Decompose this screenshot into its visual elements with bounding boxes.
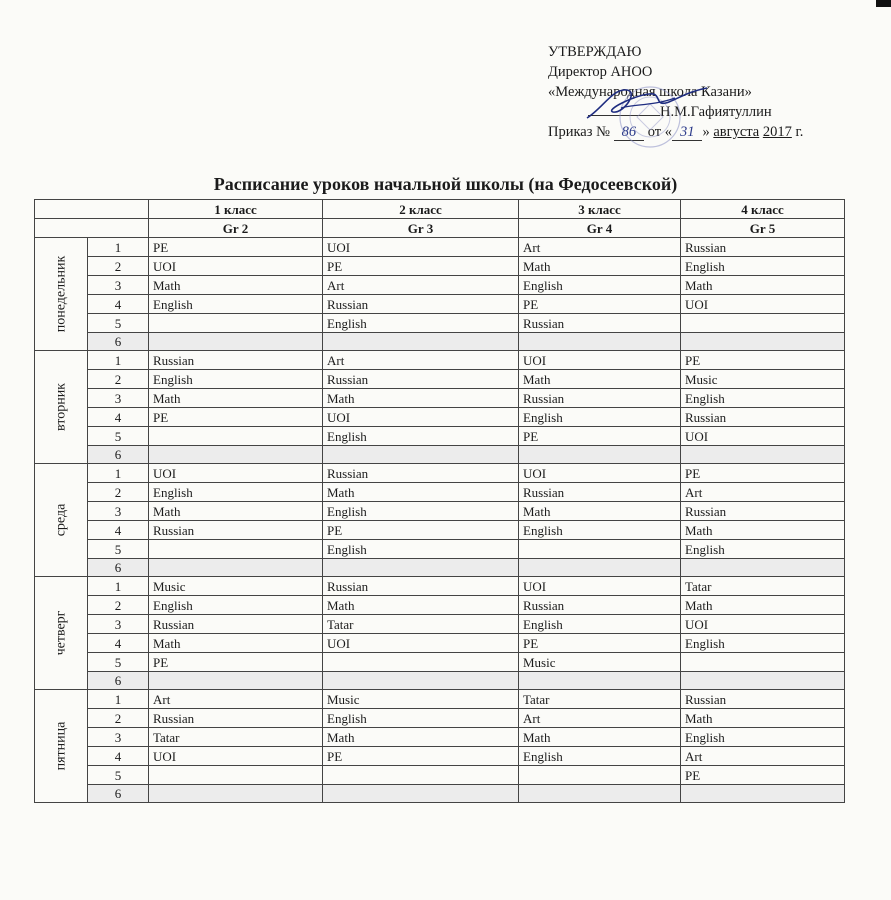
lesson-number: 6 <box>88 333 149 351</box>
subject-cell <box>149 446 323 464</box>
subject-cell: Math <box>323 483 519 502</box>
subject-cell: Art <box>681 483 845 502</box>
lesson-number: 3 <box>88 728 149 747</box>
subject-cell: UOI <box>323 238 519 257</box>
lesson-number: 5 <box>88 427 149 446</box>
subject-cell: Art <box>323 276 519 295</box>
subject-cell: English <box>149 370 323 389</box>
lesson-number: 2 <box>88 709 149 728</box>
subject-cell: PE <box>519 295 681 314</box>
lesson-number: 3 <box>88 389 149 408</box>
table-row <box>35 785 845 803</box>
subject-cell: Russian <box>149 615 323 634</box>
subject-cell <box>149 333 323 351</box>
subject-cell: UOI <box>149 257 323 276</box>
subject-cell: Math <box>681 709 845 728</box>
subject-cell: Art <box>519 238 681 257</box>
subject-cell <box>681 446 845 464</box>
header-corner-2 <box>35 219 149 238</box>
subject-cell: Math <box>519 728 681 747</box>
group-header: Gr 2 <box>149 219 323 238</box>
subject-cell: English <box>323 709 519 728</box>
day-cell <box>35 351 88 464</box>
table-row <box>35 728 845 747</box>
class-header: 4 класс <box>681 200 845 219</box>
schedule-table <box>34 199 845 803</box>
day-label: понедельник <box>53 255 69 333</box>
lesson-number: 1 <box>88 577 149 596</box>
subject-cell: PE <box>681 351 845 370</box>
table-row <box>35 615 845 634</box>
subject-cell <box>149 559 323 577</box>
subject-cell <box>519 766 681 785</box>
subject-cell: Russian <box>149 351 323 370</box>
day-cell <box>35 577 88 690</box>
subject-cell <box>519 559 681 577</box>
subject-cell <box>681 559 845 577</box>
lesson-number: 6 <box>88 672 149 690</box>
subject-cell: PE <box>323 521 519 540</box>
subject-cell: Math <box>519 502 681 521</box>
table-row <box>35 238 845 257</box>
class-header: 2 класс <box>323 200 519 219</box>
lesson-number: 4 <box>88 408 149 427</box>
subject-cell: Tatar <box>149 728 323 747</box>
table-row <box>35 370 845 389</box>
subject-cell <box>323 672 519 690</box>
day-cell <box>35 464 88 577</box>
subject-cell: Math <box>681 521 845 540</box>
subject-cell <box>323 766 519 785</box>
subject-cell: Math <box>323 728 519 747</box>
lesson-number: 4 <box>88 634 149 653</box>
subject-cell: Math <box>323 389 519 408</box>
header-corner <box>35 200 149 219</box>
subject-cell: Music <box>323 690 519 709</box>
subject-cell: UOI <box>519 351 681 370</box>
lesson-number: 4 <box>88 521 149 540</box>
subject-cell: Math <box>681 596 845 615</box>
table-row <box>35 502 845 521</box>
subject-cell <box>149 785 323 803</box>
subject-cell: English <box>681 728 845 747</box>
subject-cell: PE <box>519 634 681 653</box>
subject-cell: PE <box>323 747 519 766</box>
subject-cell: Russian <box>323 464 519 483</box>
subject-cell: UOI <box>323 634 519 653</box>
order-day-close: » <box>702 124 710 140</box>
lesson-number: 2 <box>88 370 149 389</box>
subject-cell: Art <box>681 747 845 766</box>
subject-cell: English <box>681 540 845 559</box>
table-row <box>35 446 845 464</box>
order-prefix: Приказ № <box>548 124 610 140</box>
day-label: среда <box>53 503 69 537</box>
lesson-number: 4 <box>88 747 149 766</box>
table-row <box>35 521 845 540</box>
scan-corner-mark <box>876 0 891 7</box>
subject-cell: Music <box>149 577 323 596</box>
group-header: Gr 5 <box>681 219 845 238</box>
table-row <box>35 314 845 333</box>
subject-cell: Russian <box>681 408 845 427</box>
lesson-number: 3 <box>88 276 149 295</box>
day-cell <box>35 690 88 803</box>
subject-cell: PE <box>681 464 845 483</box>
subject-cell <box>519 540 681 559</box>
lesson-number: 5 <box>88 766 149 785</box>
subject-cell: Math <box>149 502 323 521</box>
subject-cell: Russian <box>323 295 519 314</box>
subject-cell: Tatar <box>323 615 519 634</box>
table-row <box>35 351 845 370</box>
lesson-number: 5 <box>88 653 149 672</box>
subject-cell <box>323 446 519 464</box>
subject-cell: Tatar <box>681 577 845 596</box>
subject-cell <box>323 559 519 577</box>
subject-cell: English <box>519 521 681 540</box>
subject-cell <box>149 427 323 446</box>
table-row <box>35 653 845 672</box>
subject-cell: Tatar <box>519 690 681 709</box>
subject-cell <box>149 672 323 690</box>
approval-heading: УТВЕРЖДАЮ <box>548 44 642 60</box>
subject-cell <box>519 333 681 351</box>
lesson-number: 1 <box>88 238 149 257</box>
lesson-number: 6 <box>88 785 149 803</box>
subject-cell <box>323 785 519 803</box>
subject-cell: UOI <box>149 747 323 766</box>
subject-cell: UOI <box>519 464 681 483</box>
subject-cell <box>323 653 519 672</box>
table-row <box>35 408 845 427</box>
subject-cell: UOI <box>681 427 845 446</box>
table-row <box>35 333 845 351</box>
table-row <box>35 709 845 728</box>
subject-cell: Math <box>149 634 323 653</box>
subject-cell: English <box>323 314 519 333</box>
lesson-number: 1 <box>88 690 149 709</box>
subject-cell: Russian <box>681 502 845 521</box>
schedule-body <box>35 238 845 803</box>
subject-cell: English <box>519 276 681 295</box>
subject-cell: UOI <box>323 408 519 427</box>
subject-cell: English <box>323 427 519 446</box>
subject-cell: PE <box>149 408 323 427</box>
schedule-title: Расписание уроков начальной школы (на Федосеевской) <box>213 174 678 194</box>
subject-cell: Math <box>149 389 323 408</box>
subject-cell: UOI <box>519 577 681 596</box>
order-day: 31 <box>672 124 703 141</box>
subject-cell: English <box>149 295 323 314</box>
approval-position: Директор АНОО <box>548 64 653 80</box>
subject-cell: PE <box>519 427 681 446</box>
lesson-number: 2 <box>88 596 149 615</box>
subject-cell: Russian <box>519 483 681 502</box>
subject-cell: English <box>681 389 845 408</box>
class-header: 1 класс <box>149 200 323 219</box>
subject-cell: Russian <box>323 577 519 596</box>
subject-cell: Russian <box>519 314 681 333</box>
lesson-number: 5 <box>88 314 149 333</box>
subject-cell: English <box>149 483 323 502</box>
lesson-number: 5 <box>88 540 149 559</box>
table-row <box>35 483 845 502</box>
subject-cell: Russian <box>681 690 845 709</box>
day-label: пятница <box>53 721 69 771</box>
order-month: августа <box>713 124 760 140</box>
director-signature <box>583 78 713 128</box>
subject-cell: English <box>519 615 681 634</box>
lesson-number: 3 <box>88 502 149 521</box>
subject-cell: Russian <box>519 389 681 408</box>
subject-cell <box>519 446 681 464</box>
lesson-number: 1 <box>88 464 149 483</box>
subject-cell: Music <box>519 653 681 672</box>
subject-cell <box>323 333 519 351</box>
subject-cell: Art <box>323 351 519 370</box>
day-label: четверг <box>53 610 69 656</box>
subject-cell: Art <box>149 690 323 709</box>
subject-cell <box>519 672 681 690</box>
subject-cell: Math <box>681 276 845 295</box>
subject-cell: Math <box>519 370 681 389</box>
subject-cell <box>149 540 323 559</box>
subject-cell: Russian <box>149 709 323 728</box>
subject-cell: Art <box>519 709 681 728</box>
subject-cell: PE <box>149 238 323 257</box>
lesson-number: 6 <box>88 446 149 464</box>
subject-cell: English <box>519 747 681 766</box>
day-label: вторник <box>53 383 69 431</box>
subject-cell <box>681 672 845 690</box>
subject-cell: Math <box>323 596 519 615</box>
subject-cell: English <box>323 502 519 521</box>
subject-cell: PE <box>323 257 519 276</box>
lesson-number: 1 <box>88 351 149 370</box>
subject-cell: Math <box>519 257 681 276</box>
table-row <box>35 596 845 615</box>
table-row <box>35 389 845 408</box>
subject-cell <box>519 785 681 803</box>
group-header-row <box>35 219 845 238</box>
table-row <box>35 295 845 314</box>
table-row <box>35 257 845 276</box>
table-row <box>35 540 845 559</box>
table-row <box>35 690 845 709</box>
group-header: Gr 4 <box>519 219 681 238</box>
subject-cell: English <box>519 408 681 427</box>
order-number: 86 <box>614 124 645 141</box>
lesson-number: 6 <box>88 559 149 577</box>
order-suffix: г. <box>795 124 804 140</box>
day-cell <box>35 238 88 351</box>
lesson-number: 3 <box>88 615 149 634</box>
order-from: от « <box>647 124 672 140</box>
class-header: 3 класс <box>519 200 681 219</box>
table-row <box>35 427 845 446</box>
table-row <box>35 464 845 483</box>
subject-cell: Russian <box>681 238 845 257</box>
subject-cell: UOI <box>681 295 845 314</box>
approval-signer: Н.М.Гафиятуллин <box>660 104 772 120</box>
table-row <box>35 577 845 596</box>
subject-cell: English <box>681 634 845 653</box>
group-header: Gr 3 <box>323 219 519 238</box>
table-row <box>35 634 845 653</box>
subject-cell: Music <box>681 370 845 389</box>
lesson-number: 4 <box>88 295 149 314</box>
table-row <box>35 559 845 577</box>
subject-cell <box>149 766 323 785</box>
subject-cell: English <box>681 257 845 276</box>
class-header-row <box>35 200 845 219</box>
subject-cell <box>149 314 323 333</box>
subject-cell: UOI <box>681 615 845 634</box>
subject-cell: English <box>323 540 519 559</box>
subject-cell: UOI <box>149 464 323 483</box>
order-year: 2017 <box>762 124 792 140</box>
subject-cell <box>681 653 845 672</box>
table-row <box>35 672 845 690</box>
subject-cell: Russian <box>519 596 681 615</box>
lesson-number: 2 <box>88 483 149 502</box>
subject-cell: Russian <box>149 521 323 540</box>
subject-cell: English <box>149 596 323 615</box>
subject-cell: Math <box>149 276 323 295</box>
approval-organization: «Международная школа Казани» <box>548 84 752 100</box>
table-row <box>35 766 845 785</box>
table-row <box>35 276 845 295</box>
subject-cell <box>681 785 845 803</box>
subject-cell: Russian <box>323 370 519 389</box>
lesson-number: 2 <box>88 257 149 276</box>
subject-cell: PE <box>149 653 323 672</box>
table-row <box>35 747 845 766</box>
subject-cell <box>681 333 845 351</box>
subject-cell <box>681 314 845 333</box>
subject-cell: PE <box>681 766 845 785</box>
